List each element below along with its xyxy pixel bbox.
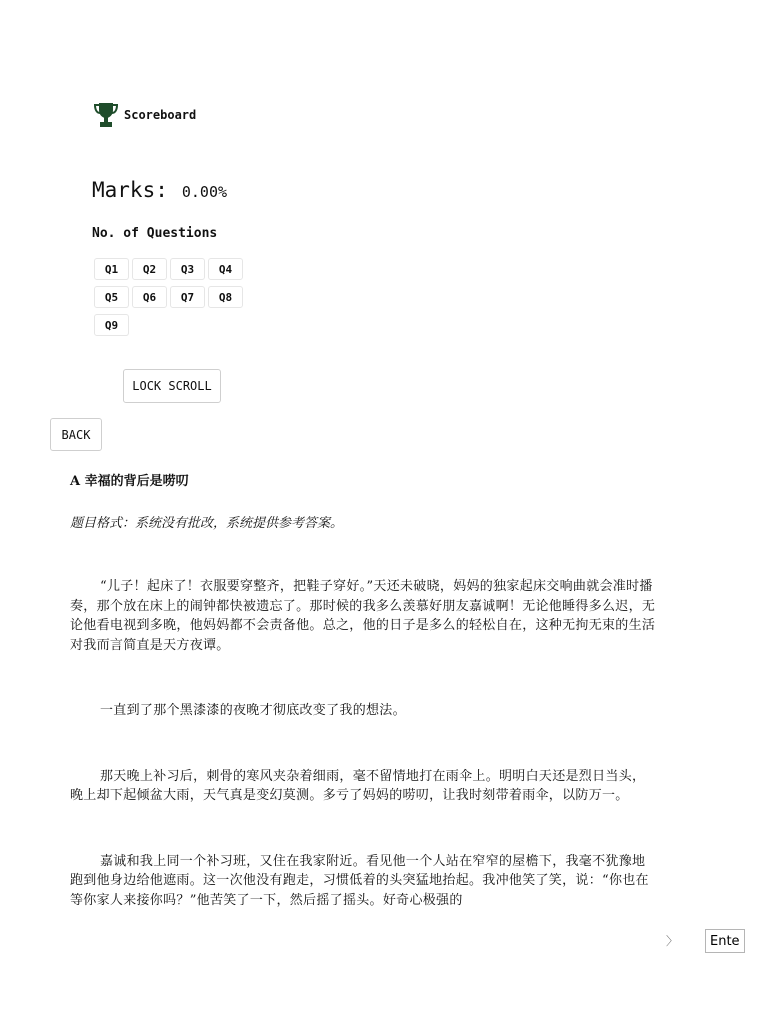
question-button-q1[interactable]: Q1 [94,258,129,280]
marks [92,178,227,202]
question-button-q5[interactable]: Q5 [94,286,129,308]
article [70,470,658,956]
question-button-q9[interactable]: Q9 [94,314,129,336]
article-paragraph: 嘉诚和我上同一个补习班，又住在我家附近。看见他一个人站在窄窄的屋檐下，我毫不犹豫地跑到他身边给他遮雨。这一次他没有跑走，习惯低着的头突猛地抬起。我冲他笑了笑，说：“你也在等你家人来接你吗？”他苦笑了一下，然后摇了摇头。好奇心极强的 [70,853,649,908]
question-button-q6[interactable]: Q6 [132,286,167,308]
marks-label: Marks: [92,178,168,202]
questions-heading: No. of Questions [92,226,218,241]
question-button-q8[interactable]: Q8 [208,286,243,308]
scoreboard-header [92,100,196,130]
chevron-right-icon[interactable]: 〉 [666,934,679,948]
scoreboard-label: Scoreboard [124,108,197,122]
marks-value: 0.00% [181,183,228,201]
lock-scroll-button[interactable]: LOCK SCROLL [123,369,221,403]
question-button-q4[interactable]: Q4 [208,258,243,280]
article-paragraph: 那天晚上补习后，刺骨的寒风夹杂着细雨，毫不留情地打在雨伞上。明明白天还是烈日当头，晚上却下起倾盆大雨，天气真是变幻莫测。多亏了妈妈的唠叨，让我时刻带着雨伞，以防万一。 [70,768,646,803]
trophy-icon [92,100,120,130]
article-paragraph: “儿子！起床了！衣服要穿整齐，把鞋子穿好。”天还未破晓，妈妈的独家起床交响曲就会准时播奏，那个放在床上的闹钟都快被遗忘了。那时候的我多么羡慕好朋友嘉诚啊！无论他睡得多么迟，无论他看电视到多晚，他妈妈都不会责备他。总之，他的日子是多么的轻松自在，这种无拘无束的生活对我而言简直是天方夜谭。 [70,579,656,653]
question-button-q3[interactable]: Q3 [170,258,205,280]
article-paragraph: 一直到了那个黑漆漆的夜晚才彻底改变了我的想法。 [100,703,406,718]
question-grid [94,258,243,336]
question-button-q7[interactable]: Q7 [170,286,205,308]
question-button-q2[interactable]: Q2 [132,258,167,280]
format-note: 题目格式：系统没有批改，系统提供参考答案。 [70,516,344,531]
back-button[interactable]: BACK [50,418,102,451]
answer-input[interactable] [705,929,745,953]
article-title: A 幸福的背后是唠叨 [70,474,189,489]
